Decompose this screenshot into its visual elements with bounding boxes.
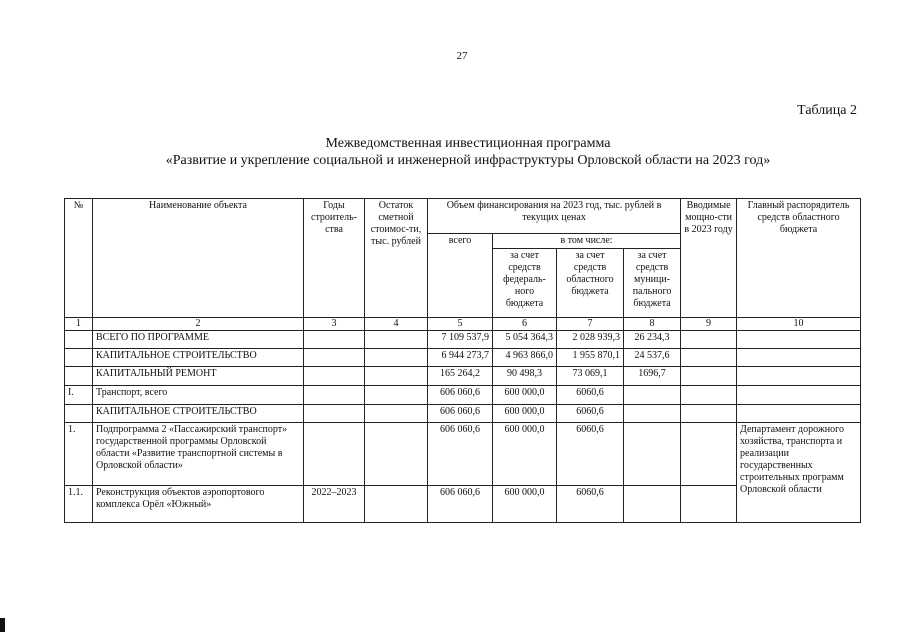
row-remainder	[365, 331, 428, 349]
row-remainder	[365, 349, 428, 367]
row-years	[304, 331, 365, 349]
header-regional-budget: за счет средств областного бюджета	[557, 249, 624, 318]
row-manager	[737, 405, 861, 423]
header-budget-manager: Главный распорядитель средств областного бюджета	[737, 199, 861, 318]
row-remainder	[365, 367, 428, 386]
row-federal: 600 000,0	[493, 386, 557, 405]
row-no	[65, 405, 93, 423]
row-years	[304, 349, 365, 367]
row-no: 1.1.	[65, 486, 93, 523]
row-capacity	[681, 386, 737, 405]
row-municipal: 26 234,3	[624, 331, 681, 349]
row-no	[65, 367, 93, 386]
row-name: КАПИТАЛЬНОЕ СТРОИТЕЛЬСТВО	[93, 405, 304, 423]
row-total: 165 264,2	[428, 367, 493, 386]
document-title-line-2: «Развитие и укрепление социальной и инженерной инфраструктуры Орловской области на 2023 год»	[165, 153, 771, 168]
col-number: 5	[428, 318, 493, 331]
row-remainder	[365, 386, 428, 405]
row-name: Подпрограмма 2 «Пассажирский транспорт» государственной программы Орловской области «Развитие транспортной системы в Орловской области»	[93, 423, 304, 486]
page-number: 27	[456, 50, 468, 62]
row-total: 7 109 537,9	[428, 331, 493, 349]
col-number: 2	[93, 318, 304, 331]
row-remainder	[365, 423, 428, 486]
row-municipal: 1696,7	[624, 367, 681, 386]
table-row	[65, 331, 861, 349]
row-total: 606 060,6	[428, 386, 493, 405]
row-total: 6 944 273,7	[428, 349, 493, 367]
row-regional: 1 955 870,1	[557, 349, 624, 367]
row-regional: 6060,6	[557, 486, 624, 523]
column-numbers-row	[65, 318, 861, 331]
row-federal: 600 000,0	[493, 405, 557, 423]
header-row-1	[65, 199, 861, 234]
row-manager	[737, 349, 861, 367]
header-federal-budget: за счет средств федераль-ного бюджета	[493, 249, 557, 318]
row-regional: 6060,6	[557, 386, 624, 405]
row-federal: 5 054 364,3	[493, 331, 557, 349]
row-federal: 90 498,3	[493, 367, 557, 386]
row-capacity	[681, 367, 737, 386]
table-row	[65, 386, 861, 405]
row-federal: 600 000,0	[493, 486, 557, 523]
col-number: 8	[624, 318, 681, 331]
row-regional: 2 028 939,3	[557, 331, 624, 349]
row-capacity	[681, 423, 737, 486]
row-municipal	[624, 486, 681, 523]
header-funding-volume: Объем финансирования на 2023 год, тыс. рублей в текущих ценах	[428, 199, 681, 234]
row-manager	[737, 331, 861, 349]
header-object-name: Наименование объекта	[93, 199, 304, 318]
row-name: ВСЕГО ПО ПРОГРАММЕ	[93, 331, 304, 349]
row-municipal	[624, 423, 681, 486]
row-manager	[737, 386, 861, 405]
header-no: №	[65, 199, 93, 318]
row-capacity	[681, 486, 737, 523]
row-budget-manager: Департамент дорожного хозяйства, транспорта и реализации государственных строительных программ Орловской области	[737, 423, 861, 523]
row-remainder	[365, 405, 428, 423]
row-no	[65, 331, 93, 349]
table-row	[65, 405, 861, 423]
row-years	[304, 386, 365, 405]
row-manager	[737, 367, 861, 386]
row-no: I.	[65, 386, 93, 405]
col-number: 10	[737, 318, 861, 331]
header-municipal-budget: за счет средств муници-пального бюджета	[624, 249, 681, 318]
row-no	[65, 349, 93, 367]
header-including: в том числе:	[493, 234, 681, 249]
row-years	[304, 405, 365, 423]
row-name: Транспорт, всего	[93, 386, 304, 405]
row-federal: 600 000,0	[493, 423, 557, 486]
row-total: 606 060,6	[428, 486, 493, 523]
investment-program-table	[64, 198, 861, 523]
row-capacity	[681, 331, 737, 349]
row-municipal	[624, 386, 681, 405]
col-number: 9	[681, 318, 737, 331]
table-row	[65, 367, 861, 386]
col-number: 3	[304, 318, 365, 331]
scan-edge-mark	[0, 618, 5, 632]
row-remainder	[365, 486, 428, 523]
header-remaining-cost: Остаток сметной стоимос-ти, тыс. рублей	[365, 199, 428, 318]
document-title-line-1: Межведомственная инвестиционная программа	[325, 136, 611, 151]
table-row	[65, 349, 861, 367]
row-regional: 6060,6	[557, 405, 624, 423]
col-number: 7	[557, 318, 624, 331]
row-years	[304, 367, 365, 386]
row-name: КАПИТАЛЬНЫЙ РЕМОНТ	[93, 367, 304, 386]
table-row	[65, 423, 861, 486]
row-regional: 6060,6	[557, 423, 624, 486]
col-number: 6	[493, 318, 557, 331]
row-name: Реконструкция объектов аэропортового комплекса Орёл «Южный»	[93, 486, 304, 523]
row-municipal: 24 537,6	[624, 349, 681, 367]
row-regional: 73 069,1	[557, 367, 624, 386]
row-capacity	[681, 349, 737, 367]
row-capacity	[681, 405, 737, 423]
col-number: 4	[365, 318, 428, 331]
row-years	[304, 423, 365, 486]
col-number: 1	[65, 318, 93, 331]
row-municipal	[624, 405, 681, 423]
row-total: 606 060,6	[428, 405, 493, 423]
row-federal: 4 963 866,0	[493, 349, 557, 367]
row-name: КАПИТАЛЬНОЕ СТРОИТЕЛЬСТВО	[93, 349, 304, 367]
header-capacity: Вводимые мощно-сти в 2023 году	[681, 199, 737, 318]
header-total: всего	[428, 234, 493, 318]
row-total: 606 060,6	[428, 423, 493, 486]
row-years: 2022–2023	[304, 486, 365, 523]
table-label: Таблица 2	[797, 103, 857, 118]
row-no: 1.	[65, 423, 93, 486]
header-construction-years: Годы строитель-ства	[304, 199, 365, 318]
